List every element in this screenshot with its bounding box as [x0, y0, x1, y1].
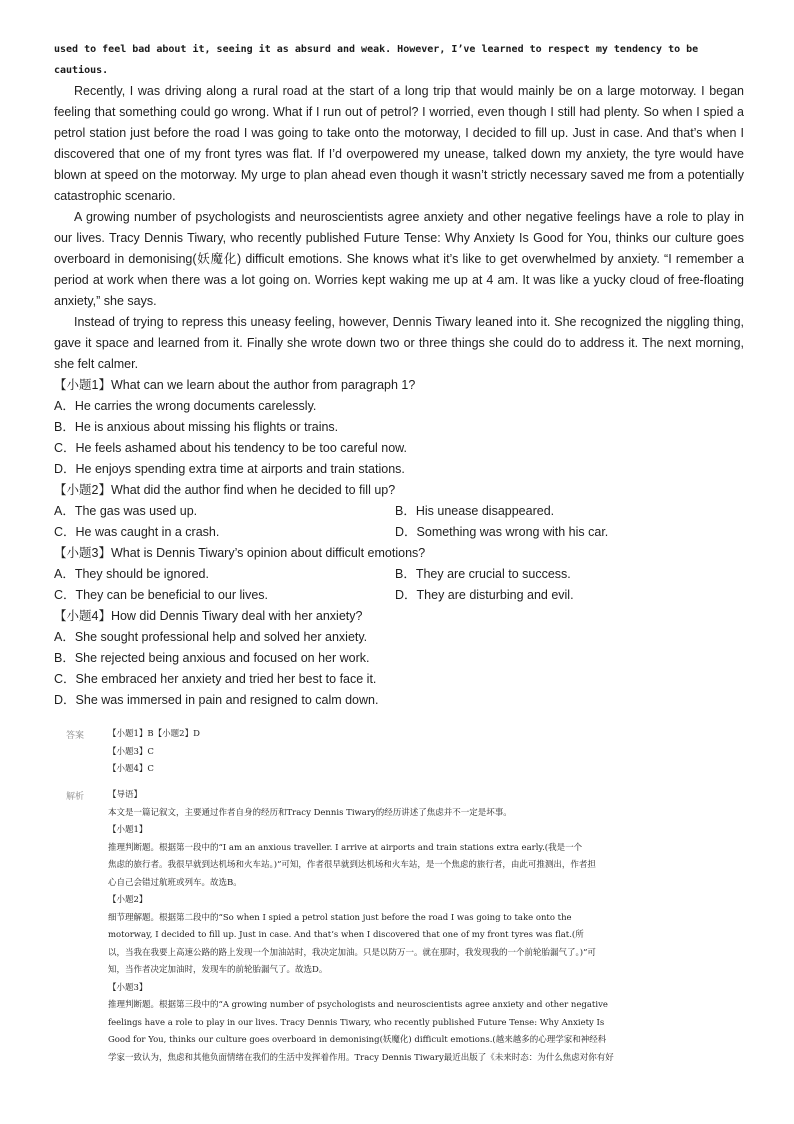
option-c: C．He feels ashamed about his tendency to be too careful now.	[54, 441, 407, 455]
option-d: D．He enjoys spending extra time at airports and train stations.	[54, 462, 405, 476]
question-1	[54, 375, 744, 480]
answer-content	[108, 726, 728, 779]
analysis-line: 【小题1】	[108, 825, 148, 835]
question-4	[54, 606, 744, 711]
option-d: D．They are disturbing and evil.	[395, 588, 574, 602]
passage-paragraph: Recently, I was driving along a rural road at the start of a long trip that would mainly be on a large motorway. I began feeling that something could go wrong. What if I run out of petrol? I worried, even though I still had plenty. So when I spied a petrol station just before the road I was going to take onto the motorway, I decided to fill up. Just in case. And that’s when I discovered that one of my front tyres was flat. If I’d overpowered my unease, talked down my anxiety, the tyre would have blown at speed on the motorway. My urge to plan ahead even though it wasn’t strictly necessary saved me from a potentially catastrophic scenario.	[54, 84, 744, 203]
analysis-line: 推理判断题。根据第一段中的“I am an anxious traveller. I arrive at airports and train stations extra early.(我是一个	[108, 842, 583, 853]
option-a: A．The gas was used up.	[54, 504, 198, 518]
option-c: C．He was caught in a crash.	[54, 525, 220, 539]
option-d: D．She was immersed in pain and resigned to calm down.	[54, 693, 379, 707]
question-stem: 【小题4】How did Dennis Tiwary deal with her anxiety?	[54, 609, 363, 623]
option-b: B．His unease disappeared.	[395, 504, 555, 518]
analysis-line: 知，当作者决定加油时，发现车的前轮胎漏气了。故选D。	[108, 965, 328, 975]
option-d: D．Something was wrong with his car.	[395, 525, 609, 539]
option-a: A．He carries the wrong documents carelessly.	[54, 399, 317, 413]
question-stem: 【小题1】What can we learn about the author from paragraph 1?	[54, 378, 416, 392]
analysis-line: 推理判断题。根据第三段中的“A growing number of psychologists and neuroscientists agree anxiety and other negative	[108, 1000, 608, 1010]
passage-paragraph: Instead of trying to repress this uneasy feeling, however, Dennis Tiwary leaned into it. She recognized the niggling thing, gave it space and learned from it. Finally she wrote down two or three things she could do to address it. The next morning, she felt calmer.	[54, 315, 744, 371]
question-2	[54, 480, 744, 543]
carryover-line: used to feel bad about it, seeing it as absurd and weak. However, I’ve learned to respect my tendency to be	[54, 44, 699, 55]
option-b: B．She rejected being anxious and focused on her work.	[54, 651, 370, 665]
question-stem: 【小题3】What is Dennis Tiwary’s opinion about difficult emotions?	[54, 546, 426, 560]
analysis-label: 解析	[66, 792, 85, 802]
question-stem: 【小题2】What did the author find when he decided to fill up?	[54, 483, 396, 497]
answer-line: 【小题1】B【小题2】D	[108, 729, 200, 739]
answer-line: 【小题3】C	[108, 746, 154, 757]
carryover-line: cautious.	[54, 65, 109, 76]
carryover-text	[54, 39, 744, 81]
analysis-line: 学家一致认为，焦虑和其他负面情绪在我们的生活中发挥着作用。Tracy Dennis Tiwary最近出版了《未来时态：为什么焦虑对你有好	[108, 1052, 614, 1063]
option-a: A．She sought professional help and solved her anxiety.	[54, 630, 368, 644]
analysis-line: feelings have a role to play in our lives. Tracy Dennis Tiwary, who recently published Future Tense: Why Anxiety Is	[108, 1017, 605, 1028]
analysis-line: 以，当我在我要上高速公路的路上发现一个加油站时，我决定加油。只是以防万一。就在那时，我发现我的一个前轮胎漏气了。)”可	[108, 947, 596, 958]
option-row	[54, 522, 744, 543]
analysis-line: 焦虑的旅行者。我很早就到达机场和火车站。)”可知，作者很早就到达机场和火车站，是一个焦虑的旅行者，由此可推测出，作者担	[108, 860, 596, 870]
analysis-line: Good for You, thinks our culture goes overboard in demonising(妖魔化) difficult emotions.(越来越多的心理学家和神经科	[108, 1035, 607, 1045]
option-row	[54, 585, 744, 606]
option-c: C．She embraced her anxiety and tried her best to face it.	[54, 672, 377, 686]
option-c: C．They can be beneficial to our lives.	[54, 588, 268, 602]
analysis-line: 细节理解题。根据第二段中的“So when I spied a petrol station just before the road I was going to take onto the	[108, 912, 572, 923]
analysis-line: motorway, I decided to fill up. Just in case. And that’s when I discovered that one of my front tyres was flat.(所	[108, 930, 584, 940]
option-row	[54, 564, 744, 585]
analysis-line: 【小题3】	[108, 982, 148, 993]
analysis-line: 心自己会错过航班或列车。故选B。	[108, 877, 242, 888]
answer-label: 答案	[66, 731, 85, 741]
option-b: B．He is anxious about missing his flights or trains.	[54, 420, 339, 434]
analysis-line: 【导语】	[108, 790, 143, 800]
answer-line: 【小题4】C	[108, 764, 154, 774]
question-3	[54, 543, 744, 606]
option-b: B．They are crucial to success.	[395, 567, 571, 581]
analysis-content	[108, 787, 728, 1067]
option-a: A．They should be ignored.	[54, 567, 209, 581]
option-row	[54, 501, 744, 522]
passage-body	[54, 81, 744, 711]
analysis-line: 【小题2】	[108, 895, 148, 905]
passage-paragraph: A growing number of psychologists and neuroscientists agree anxiety and other negative feelings have a role to play in our lives. Tracy Dennis Tiwary, who recently published Future Tense: Why Anxiety Is Good for You, thinks our culture goes overboard in demonising(妖魔化) difficult emotions. She knows what it’s like to get overwhelmed by anxiety. “I remember a period at work when there was a lot going on. Worries kept waking me up at 4 am. It was like a yucky cloud of free-floating anxiety,” she says.	[54, 210, 744, 308]
analysis-line: 本文是一篇记叙文，主要通过作者自身的经历和Tracy Dennis Tiwary的经历讲述了焦虑并不一定是坏事。	[108, 807, 512, 818]
